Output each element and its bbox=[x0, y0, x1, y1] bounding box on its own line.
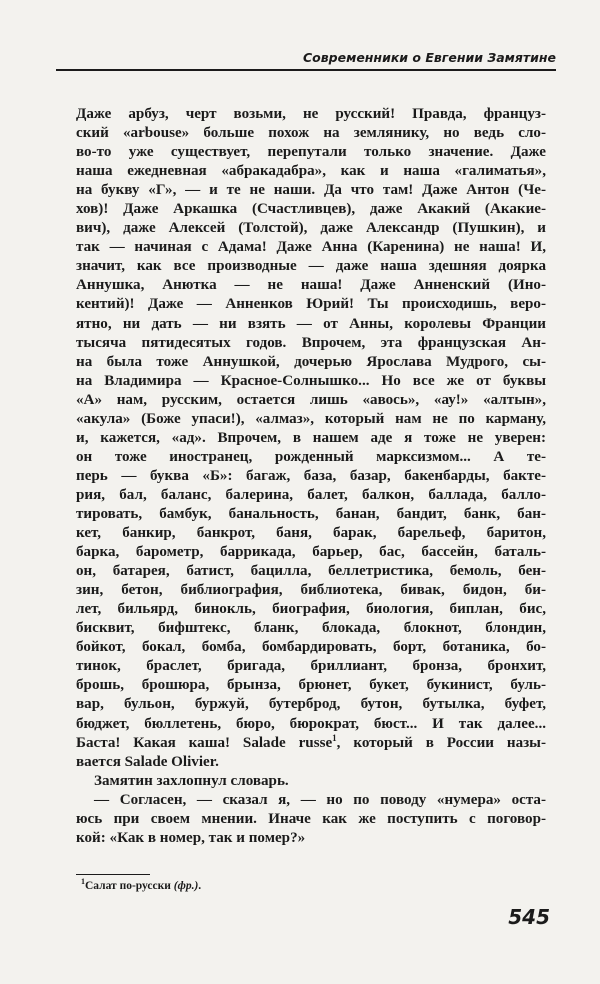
text-line: зин, бетон, библиография, библиотека, бивак, бидон, би- bbox=[76, 582, 546, 599]
text-line: брошь, брошюра, брынза, брюнет, букет, букинист, буль- bbox=[76, 677, 546, 694]
text-line: тировать, бамбук, банальность, банан, бандит, банк, бан- bbox=[76, 505, 546, 522]
text-line: кой: «Как в номер, так и помер?» bbox=[76, 829, 306, 846]
text-fragment: Баста! Какая каша! Salade russe bbox=[76, 734, 333, 751]
text-line: перь — буква «Б»: багаж, база, базар, бакенбарды, бакте- bbox=[76, 467, 546, 484]
text-line: рия, бал, баланс, балерина, балет, балкон, баллада, балло- bbox=[76, 486, 546, 503]
text-line: и, кажется, «ад». Впрочем, в нашем аде я тоже не уверен: bbox=[76, 429, 546, 446]
text-line: бисквит, бифштекс, бланк, блокада, блокнот, блондин, bbox=[76, 620, 546, 637]
text-line: тинок, браслет, бригада, бриллиант, бронза, бронхит, bbox=[76, 658, 546, 675]
text-line: хов)! Даже Аркашка (Счастливцев), даже Акакий (Акакие- bbox=[76, 201, 546, 218]
text-line: значит, как все производные — даже наша здешняя доярка bbox=[76, 258, 546, 275]
text-line: ский «arbouse» больше похож на землянику, но ведь сло- bbox=[76, 125, 546, 142]
text-line: наша ежедневная «абракадабра», как и наша «галиматья», bbox=[76, 163, 546, 180]
text-line: Даже арбуз, черт возьми, не русский! Правда, француз- bbox=[76, 106, 546, 122]
text-line: вается Salade Olivier. bbox=[76, 753, 219, 770]
footnote-text: Салат по-русски bbox=[85, 880, 171, 892]
page-number: 545 bbox=[508, 905, 550, 929]
text-line: вич), даже Алексей (Толстой), даже Александр (Пушкин), и bbox=[76, 220, 546, 237]
footnote-source: (фр.) bbox=[173, 880, 199, 892]
text-line: лет, бильярд, бинокль, биография, биология, биплан, бис, bbox=[76, 601, 546, 618]
footnote bbox=[81, 877, 202, 892]
text-line: — Согласен, — сказал я, — но по поводу «нумера» оста- bbox=[94, 791, 546, 808]
text-line: на Владимира — Красное-Солнышко... Но все же от буквы bbox=[76, 372, 546, 389]
footnote-divider bbox=[76, 874, 150, 875]
text-line: во-то уже существует, перепутали только значение. Даже bbox=[76, 144, 546, 161]
text-fragment: , который в России назы- bbox=[336, 734, 546, 751]
text-line: кет, банкир, банкрот, баня, барак, барельеф, баритон, bbox=[76, 525, 546, 542]
text-line: кентий)! Даже — Анненков Юрий! Ты происходишь, веро- bbox=[76, 296, 546, 313]
text-line: он тоже иностранец, рожденный марксизмом... А те- bbox=[76, 448, 546, 465]
text-line: «А» нам, русским, остается лишь «авось», «ау!» «алтын», bbox=[76, 391, 546, 408]
footnote-end: . bbox=[198, 880, 202, 892]
text-line: барка, барометр, баррикада, барьер, бас, бассейн, баталь- bbox=[76, 544, 546, 561]
text-line: на букву «Г», — и те не наши. Да что там! Даже Антон (Че- bbox=[76, 182, 546, 199]
text-line-with-footnote bbox=[76, 734, 546, 753]
text-line: так — начиная с Адама! Даже Анна (Каренина) не наша! И, bbox=[76, 239, 546, 256]
body-text bbox=[76, 105, 546, 848]
text-line: тысяча пятидесятых годов. Впрочем, эта французская Ан- bbox=[76, 334, 546, 351]
text-line: «акула» (Боже упаси!), «алмаз», который нам не по карману, bbox=[76, 410, 546, 427]
text-line: бойкот, бокал, бомба, бомбардировать, борт, ботаника, бо- bbox=[76, 639, 546, 656]
text-line: он, батарея, батист, бацилла, беллетристика, бемоль, бен- bbox=[76, 563, 546, 580]
text-line: на была тоже Аннушкой, дочерью Ярослава Мудрого, сы- bbox=[76, 353, 546, 370]
footnote-marker: 1 bbox=[81, 877, 85, 887]
text-line: бюджет, бюллетень, бюро, бюрократ, бюст... И так далее... bbox=[76, 715, 546, 732]
footnote-marker[interactable]: 1 bbox=[332, 732, 337, 743]
running-header: Современники о Евгении Замятине bbox=[56, 50, 556, 71]
text-line: юсь при своем мнении. Иначе как же поступить с поговор- bbox=[76, 810, 546, 827]
text-line: вар, бульон, буржуй, бутерброд, бутон, бутылка, буфет, bbox=[76, 696, 546, 713]
text-line: Замятин захлопнул словарь. bbox=[94, 772, 289, 789]
text-line: ятно, ни дать — ни взять — от Анны, королевы Франции bbox=[76, 315, 546, 332]
text-line: Аннушка, Анютка — не наша! Даже Анненский (Ино- bbox=[76, 277, 546, 294]
